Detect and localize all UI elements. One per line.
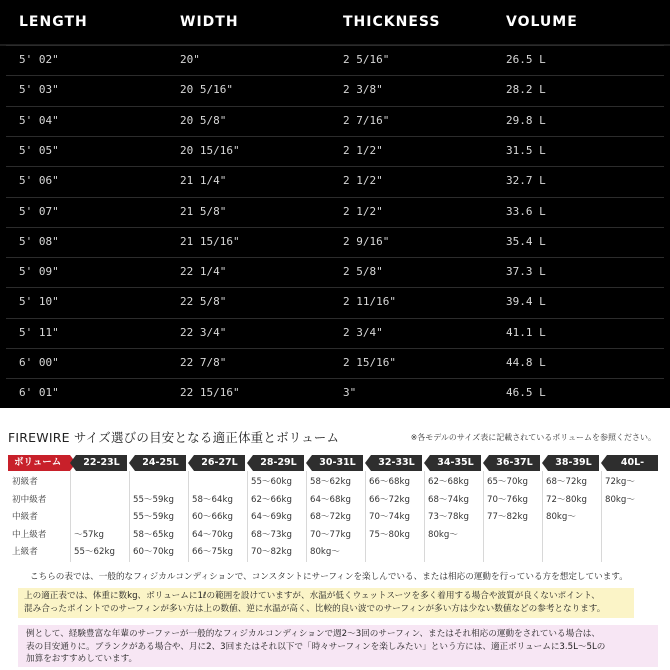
width-cell: 21 15/16" — [180, 234, 240, 248]
volume-cell: 28.2 L — [506, 83, 546, 97]
spec-row — [6, 136, 664, 166]
weight-cell: 58～64kg — [192, 494, 233, 505]
note-pink-line: 加算をおすすめしています。 — [26, 654, 138, 664]
length-cell: 5' 08" — [19, 234, 59, 248]
column-divider — [306, 471, 307, 562]
weight-cell: 60～66kg — [192, 512, 233, 523]
spec-row — [6, 197, 664, 227]
guide-title: FIREWIRE サイズ選びの目安となる適正体重とボリューム — [8, 430, 340, 445]
weight-cell: 64～68kg — [310, 494, 351, 505]
width-cell: 20 5/16" — [180, 83, 233, 97]
width-cell: 20 15/16" — [180, 143, 240, 157]
column-divider — [424, 471, 425, 562]
weight-cell: 58～62kg — [310, 477, 351, 487]
level-label: 上級者 — [12, 547, 38, 558]
thickness-cell: 2 9/16" — [343, 234, 390, 248]
note-pink-line: 例として、経験豊富な年輩のサーファーが一般的なフィジカルコンディションで週2～3回のサーフィン、またはそれ相応の運動をされている場合は、 — [26, 629, 600, 639]
weight-cell: 70～82kg — [251, 547, 292, 558]
volume-range-tab: 24-25L — [135, 455, 186, 471]
level-label: 初級者 — [12, 477, 38, 487]
spec-row — [6, 287, 664, 317]
spec-row — [6, 106, 664, 136]
thickness-cell: 2 1/2" — [343, 143, 383, 157]
length-cell: 5' 07" — [19, 204, 59, 218]
note-pink-line: 表の目安通りに。ブランクがある場合や、月に2、3回またはそれ以下で「時々サーフィンを楽しみたい」という方には、適正ボリュームに3.5L～5Lの — [26, 641, 606, 652]
length-cell: 5' 06" — [19, 174, 59, 188]
column-divider — [365, 471, 366, 562]
thickness-cell: 2 15/16" — [343, 356, 396, 369]
volume-range-tab: 32-33L — [371, 455, 422, 471]
volume-cell: 35.4 L — [506, 234, 546, 248]
header-volume: VOLUME — [506, 14, 578, 30]
volume-range-tab: 28-29L — [253, 455, 304, 471]
note-yellow-line: 混み合ったポイントでのサーフィンが多い方は上の数値、逆に水温が高く、比較的良い波でのサーフィンが多い方は少ない数値などの参考となります。 — [24, 604, 606, 614]
weight-cell: 64～70kg — [192, 529, 233, 540]
length-cell: 6' 01" — [19, 386, 59, 400]
thickness-cell: 2 3/8" — [343, 83, 383, 97]
width-cell: 22 15/16" — [180, 386, 240, 400]
weight-cell: 75～80kg — [369, 529, 410, 540]
note-yellow — [18, 588, 634, 618]
volume-cell: 46.5 L — [506, 386, 546, 400]
level-label: 中上級者 — [12, 529, 47, 540]
weight-cell: 58～65kg — [133, 529, 174, 540]
weight-cell: 80kg～ — [310, 547, 340, 558]
weight-cell: 65～70kg — [487, 477, 528, 487]
guide-note: ※各モデルのサイズ表に記載されているボリュームを参照ください。 — [410, 433, 656, 442]
spec-row — [6, 166, 664, 196]
volume-cell: 33.6 L — [506, 204, 546, 218]
weight-cell: 80kg～ — [428, 529, 458, 540]
width-cell: 22 1/4" — [180, 265, 227, 279]
column-divider — [129, 471, 130, 562]
weight-cell: 70～74kg — [369, 512, 410, 523]
volume-cell: 39.4 L — [506, 295, 546, 309]
level-label: 中級者 — [12, 512, 38, 523]
width-cell: 21 5/8" — [180, 204, 227, 218]
spec-row — [6, 227, 664, 257]
weight-cell: 62～66kg — [251, 494, 292, 505]
width-cell: 20 5/8" — [180, 113, 227, 127]
weight-cell: 68～73kg — [251, 529, 292, 540]
weight-cell: 55～59kg — [133, 512, 174, 523]
note-pink — [18, 625, 658, 667]
thickness-cell: 2 5/16" — [343, 53, 390, 66]
weight-cell: 55～62kg — [74, 547, 115, 558]
volume-cell: 26.5 L — [506, 53, 546, 66]
weight-cell: 73～78kg — [428, 512, 469, 523]
weight-cell: 55～59kg — [133, 494, 174, 505]
column-divider — [247, 471, 248, 562]
weight-cell: 68～74kg — [428, 494, 469, 505]
weight-cell: 66～72kg — [369, 494, 410, 505]
length-cell: 6' 00" — [19, 356, 59, 369]
volume-range-tab: 26-27L — [194, 455, 245, 471]
spec-row — [6, 45, 664, 75]
thickness-cell: 3" — [343, 386, 357, 400]
volume-cell: 31.5 L — [506, 143, 546, 157]
column-divider — [542, 471, 543, 562]
volume-range-tab: 40L- — [607, 455, 658, 471]
thickness-cell: 2 7/16" — [343, 113, 390, 127]
spec-row — [6, 75, 664, 105]
column-divider — [483, 471, 484, 562]
column-divider — [601, 471, 602, 562]
thickness-cell: 2 1/2" — [343, 174, 383, 188]
weight-cell: 66～68kg — [369, 477, 410, 487]
weight-cell: 70～76kg — [487, 494, 528, 505]
volume-range-tab: 22-23L — [76, 455, 127, 471]
width-cell: 20" — [180, 53, 200, 66]
note-yellow-line: 上の適正表では、体重に数kg、ボリュームに1ℓの範囲を設けていますが、水温が低くウェットスーツを多く着用する場合や波質が良くないポイント、 — [24, 591, 600, 601]
length-cell: 5' 10" — [19, 295, 59, 309]
header-length: LENGTH — [19, 14, 88, 30]
header-width: WIDTH — [180, 14, 239, 30]
length-cell: 5' 02" — [19, 53, 59, 66]
length-cell: 5' 03" — [19, 83, 59, 97]
weight-cell: 60～70kg — [133, 547, 174, 558]
weight-cell: 66～75kg — [192, 547, 233, 558]
weight-cell: 68～72kg — [546, 477, 587, 487]
spec-row — [6, 348, 664, 378]
spec-row — [6, 257, 664, 287]
length-cell: 5' 05" — [19, 143, 59, 157]
weight-cell: 70～77kg — [310, 529, 351, 540]
weight-cell: 80kg～ — [605, 494, 635, 505]
thickness-cell: 2 11/16" — [343, 295, 396, 309]
width-cell: 21 1/4" — [180, 174, 227, 188]
level-label: 初中級者 — [12, 494, 47, 505]
weight-cell: ～57kg — [74, 529, 104, 540]
column-divider — [188, 471, 189, 562]
spec-table-header — [0, 0, 670, 46]
volume-cell: 29.8 L — [506, 113, 546, 127]
thickness-cell: 2 3/4" — [343, 325, 383, 339]
weight-cell: 64～69kg — [251, 512, 292, 523]
volume-range-tab: 38-39L — [548, 455, 599, 471]
header-thickness: THICKNESS — [343, 14, 441, 30]
volume-cell: 44.8 L — [506, 356, 546, 369]
volume-range-tab: 36-37L — [489, 455, 540, 471]
volume-weight-table — [8, 455, 660, 565]
thickness-cell: 2 5/8" — [343, 265, 383, 279]
length-cell: 5' 09" — [19, 265, 59, 279]
spec-row — [6, 318, 664, 348]
length-cell: 5' 04" — [19, 113, 59, 127]
volume-cell: 32.7 L — [506, 174, 546, 188]
volume-cell: 41.1 L — [506, 325, 546, 339]
weight-cell: 72～80kg — [546, 494, 587, 505]
length-cell: 5' 11" — [19, 325, 59, 339]
volume-range-tab: 30-31L — [312, 455, 363, 471]
spec-row — [6, 378, 664, 408]
column-divider — [70, 471, 71, 562]
width-cell: 22 5/8" — [180, 295, 227, 309]
width-cell: 22 7/8" — [180, 356, 227, 369]
volume-label: ボリューム — [8, 455, 70, 471]
weight-cell: 68～72kg — [310, 512, 351, 523]
width-cell: 22 3/4" — [180, 325, 227, 339]
weight-cell: 72kg～ — [605, 477, 635, 487]
thickness-cell: 2 1/2" — [343, 204, 383, 218]
table-description: こちらの表では、一般的なフィジカルコンディションで、コンスタントにサーフィンを楽しんでいる、または相応の運動を行っている方を想定しています。 — [30, 572, 628, 582]
weight-cell: 80kg～ — [546, 512, 576, 523]
volume-grid — [8, 471, 660, 562]
volume-cell: 37.3 L — [506, 265, 546, 279]
weight-cell: 62～68kg — [428, 477, 469, 487]
weight-cell: 77～82kg — [487, 512, 528, 523]
volume-range-tab: 34-35L — [430, 455, 481, 471]
weight-cell: 55～60kg — [251, 477, 292, 487]
